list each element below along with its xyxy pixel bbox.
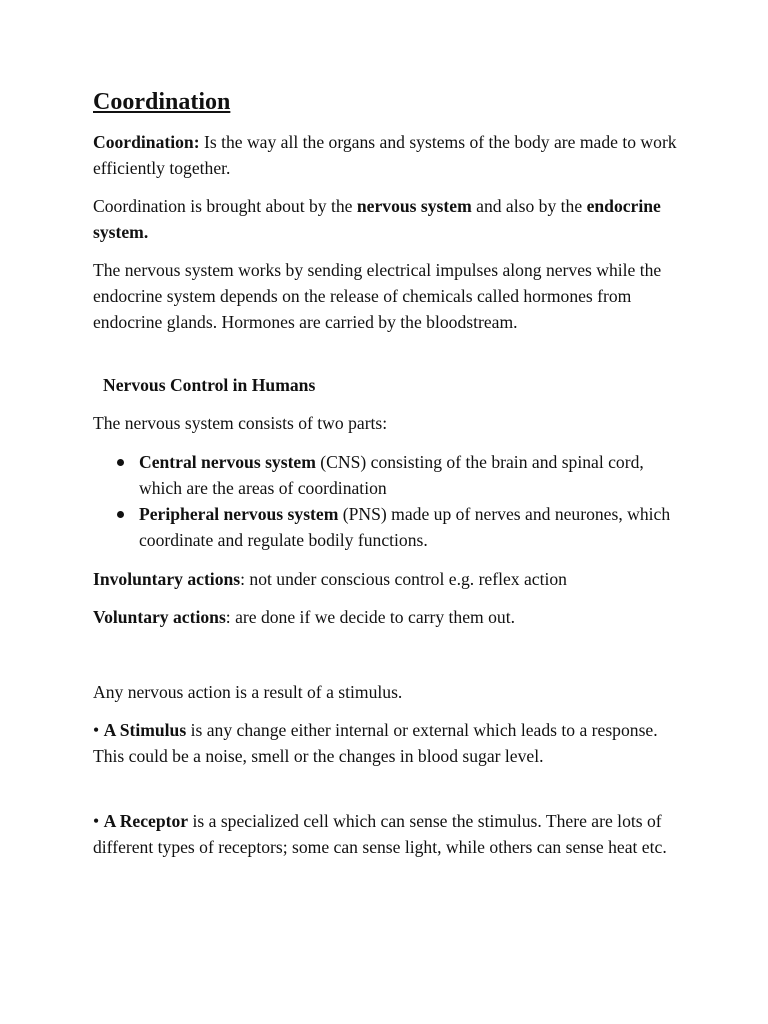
involuntary-term: Involuntary actions <box>93 569 241 589</box>
list-item-cns <box>93 449 683 501</box>
nervous-system-parts-list <box>93 449 683 553</box>
bullet-icon <box>117 459 124 466</box>
systems-paragraph <box>93 193 683 245</box>
involuntary-text: : not under conscious control e.g. reflex action <box>240 569 567 589</box>
impulses-paragraph: The nervous system works by sending electrical impulses along nerves while the endocrine system depends on the release of chemicals called hormones from endocrine glands. Hormones are carried by the bloodstream. <box>93 260 662 332</box>
endocrine-system-term: endocrine system. <box>93 196 661 242</box>
systems-text-mid: and also by the <box>471 196 587 216</box>
parts-intro-paragraph: The nervous system consists of two parts: <box>93 413 388 433</box>
systems-text-pre: Coordination is brought about by the <box>93 196 357 216</box>
nervous-system-term: nervous system <box>356 196 472 216</box>
page-title: Coordination <box>93 89 231 115</box>
stimulus-bullet: • <box>93 720 104 740</box>
stimulus-text: is any change either internal or external which leads to a response. This could be a noise, smell or the changes in blood sugar level. <box>93 720 658 766</box>
receptor-text: is a specialized cell which can sense the stimulus. There are lots of different types of receptors; some can sense light, while others can sense heat etc. <box>93 811 667 857</box>
voluntary-text: : are done if we decide to carry them out. <box>225 607 515 627</box>
definition-text: Is the way all the organs and systems of the body are made to work efficiently together. <box>93 132 677 178</box>
pns-text: (PNS) made up of nerves and neurones, which coordinate and regulate bodily functions. <box>139 504 671 550</box>
list-item-pns <box>93 501 683 553</box>
receptor-bullet: • <box>93 811 104 831</box>
receptor-paragraph <box>93 808 683 860</box>
bullet-icon <box>117 511 124 518</box>
stimulus-paragraph <box>93 717 683 769</box>
voluntary-term: Voluntary actions <box>93 607 226 627</box>
stimulus-term: A Stimulus <box>103 720 187 740</box>
stimulus-intro-paragraph: Any nervous action is a result of a stimulus. <box>93 682 403 702</box>
cns-term: Central nervous system <box>139 452 316 472</box>
definition-paragraph <box>93 129 683 181</box>
receptor-term: A Receptor <box>103 811 189 831</box>
section-heading: Nervous Control in Humans <box>103 375 316 395</box>
pns-term: Peripheral nervous system <box>139 504 339 524</box>
definition-term: Coordination: <box>93 132 200 152</box>
involuntary-paragraph <box>93 566 683 592</box>
cns-text: (CNS) consisting of the brain and spinal cord, which are the areas of coordination <box>139 452 644 498</box>
voluntary-paragraph <box>93 604 683 630</box>
